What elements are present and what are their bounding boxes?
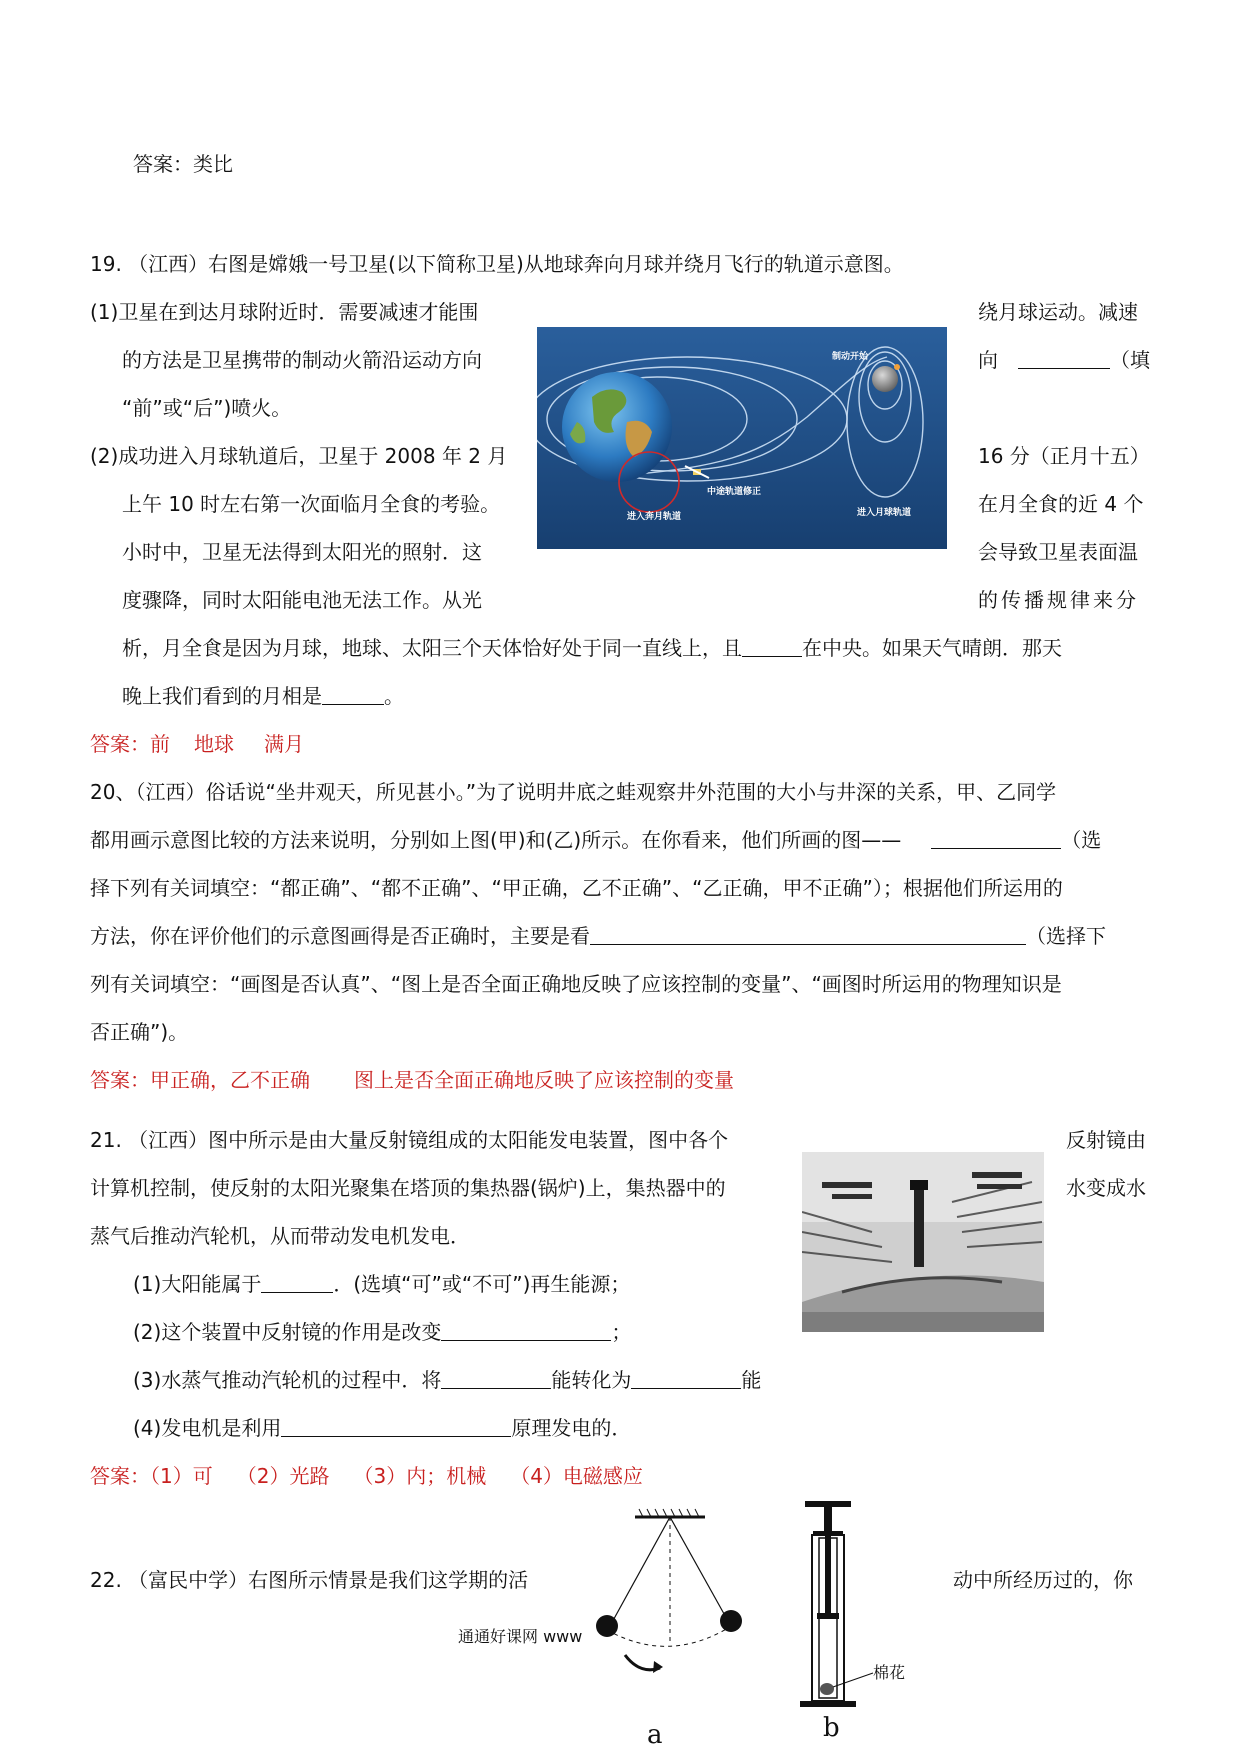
q21-sub-2 bbox=[133, 1319, 631, 1345]
q20-line-3: 择下列有关词填空：“都正确”、“都不正确”、“甲正确，乙不正确”、“乙正确，甲不正确”）；根据他们所运用的 bbox=[90, 876, 1063, 900]
label-enter-transfer-orbit: 进入奔月轨道 bbox=[627, 512, 682, 522]
q20-line-2-a: 都用画示意图比较的方法来说明，分别如上图(甲)和(乙)所示。在你看来，他们所画的图—— bbox=[90, 828, 902, 852]
q21-sub-4-b: 原理发电的． bbox=[511, 1416, 632, 1440]
q19-blank-3[interactable] bbox=[322, 684, 384, 705]
q22-watermark: 通通好课网 www bbox=[458, 1627, 583, 1646]
pendulum-figure bbox=[585, 1505, 765, 1750]
q21-answer bbox=[90, 1463, 643, 1489]
q21-answer-label: 答案： bbox=[90, 1464, 150, 1488]
pendulum-diagram bbox=[585, 1505, 765, 1750]
q20-line-6: 否正确”)。 bbox=[90, 1020, 189, 1044]
cotton-label: 棉花 bbox=[873, 1663, 906, 1682]
q21-sub-4-a: (4)发电机是利用 bbox=[133, 1416, 282, 1440]
q19-line-9-a: 晚上我们看到的月相是 bbox=[122, 684, 322, 708]
q21-answer-3: （3）内；机械 bbox=[353, 1464, 487, 1488]
q19-line-8-b: 在中央。如果天气晴朗．那天 bbox=[802, 636, 1062, 660]
q19-intro: 19. （江西）右图是嫦娥一号卫星(以下简称卫星)从地球奔向月球并绕月飞行的轨道示意图。 bbox=[90, 252, 904, 276]
q21-line-1-left: 21. （江西）图中所示是由大量反射镜组成的太阳能发电装置，图中各个 bbox=[90, 1128, 729, 1152]
q19-line-9-b: 。 bbox=[384, 684, 404, 708]
q21-sub-3 bbox=[133, 1367, 761, 1393]
q19-answer bbox=[90, 731, 304, 757]
q20-answer bbox=[90, 1067, 734, 1093]
q19-line-2-right-a: 向 bbox=[978, 348, 998, 372]
q19-line-2-right bbox=[978, 347, 1150, 373]
q20-answer-1: 甲正确，乙不正确 bbox=[150, 1068, 310, 1092]
fire-syringe-figure bbox=[795, 1493, 925, 1750]
fire-syringe-diagram bbox=[795, 1493, 925, 1750]
q19-line-7-right: 的传播规律来分 bbox=[978, 588, 1139, 612]
q19-line-4-left: (2)成功进入月球轨道后，卫星于 2008 年 2 月 bbox=[90, 444, 508, 468]
q21-sub-1 bbox=[133, 1271, 630, 1297]
q19-answer-1: 前 bbox=[150, 732, 170, 756]
q21-sub-1-a: (1)大阳能属于 bbox=[133, 1272, 262, 1296]
q21-line-2-left: 计算机控制，使反射的太阳光聚集在塔顶的集热器(锅炉)上，集热器中的 bbox=[90, 1176, 726, 1200]
q21-answer-2: （2）光路 bbox=[236, 1464, 330, 1488]
q20-line-4-b: （选择下 bbox=[1026, 924, 1106, 948]
label-enter-lunar-orbit: 进入月球轨道 bbox=[857, 508, 912, 518]
q21-blank-1[interactable] bbox=[261, 1272, 333, 1293]
q19-line-1-right: 绕月球运动。减速 bbox=[978, 300, 1138, 324]
solar-tower-image bbox=[802, 1152, 1044, 1332]
q19-line-7-left: 度骤降，同时太阳能电池无法工作。从光 bbox=[122, 588, 482, 612]
q21-sub-1-b: ．(选填“可”或“不可”)再生能源； bbox=[333, 1272, 631, 1296]
previous-answer: 答案：类比 bbox=[133, 152, 233, 176]
q19-line-3-left: “前”或“后”)喷火。 bbox=[122, 396, 292, 420]
q21-blank-3[interactable] bbox=[441, 1368, 551, 1389]
q21-sub-2-a: (2)这个装置中反射镜的作用是改变 bbox=[133, 1320, 442, 1344]
q21-sub-2-b: ； bbox=[611, 1320, 632, 1344]
q19-answer-2: 地球 bbox=[194, 732, 234, 756]
change-orbit-figure bbox=[537, 327, 947, 549]
q22-line-1-left: 22. （富民中学）右图所示情景是我们这学期的活 bbox=[90, 1568, 529, 1592]
q19-answer-3: 满月 bbox=[264, 732, 304, 756]
q19-line-2-left: 的方法是卫星携带的制动火箭沿运动方向 bbox=[122, 348, 482, 372]
q19-blank-1[interactable] bbox=[1018, 348, 1110, 369]
label-b: b bbox=[823, 1713, 840, 1743]
q21-blank-2[interactable] bbox=[441, 1320, 611, 1341]
q20-line-4 bbox=[90, 923, 1106, 949]
label-mid-course-correction: 中途轨道修正 bbox=[707, 487, 762, 497]
q19-line-6-right: 会导致卫星表面温 bbox=[978, 540, 1138, 564]
q19-line-8 bbox=[122, 635, 1062, 661]
solar-tower-photo bbox=[802, 1152, 1044, 1332]
q19-answer-label: 答案： bbox=[90, 732, 150, 756]
q20-line-5: 列有关词填空：“画图是否认真”、“图上是否全面正确地反映了应该控制的变量”、“画图时所运用的物理知识是 bbox=[90, 972, 1062, 996]
q21-sub-3-a: (3)水蒸气推动汽轮机的过程中．将 bbox=[133, 1368, 442, 1392]
q19-line-5-right: 在月全食的近 4 个 bbox=[978, 492, 1144, 516]
q19-line-6-left: 小时中，卫星无法得到太阳光的照射．这 bbox=[122, 540, 482, 564]
q21-answer-4: （4）电磁感应 bbox=[510, 1464, 643, 1488]
q19-line-9 bbox=[122, 683, 404, 709]
q19-line-8-a: 析，月全食是因为月球，地球、太阳三个天体恰好处于同一直线上，且 bbox=[122, 636, 742, 660]
label-brake-start: 制动开始 bbox=[832, 352, 869, 362]
q21-line-2-right: 水变成水 bbox=[1066, 1176, 1146, 1200]
q19-blank-2[interactable] bbox=[742, 636, 802, 657]
q21-answer-1: （1）可 bbox=[150, 1464, 213, 1488]
q20-blank-1[interactable] bbox=[931, 828, 1061, 849]
q20-line-4-a: 方法，你在评价他们的示意图画得是否正确时，主要是看 bbox=[90, 924, 590, 948]
q21-sub-3-b: 能转化为 bbox=[551, 1368, 632, 1392]
q19-line-2-right-b: （填 bbox=[1110, 348, 1150, 372]
q22-line-1-right: 动中所经历过的，你 bbox=[953, 1568, 1133, 1592]
q20-answer-2: 图上是否全面正确地反映了应该控制的变量 bbox=[354, 1068, 734, 1092]
q21-line-3-left: 蒸气后推动汽轮机，从而带动发电机发电． bbox=[90, 1224, 470, 1248]
q20-blank-2[interactable] bbox=[590, 924, 1026, 945]
q21-sub-4 bbox=[133, 1415, 631, 1441]
q20-line-2 bbox=[90, 827, 1101, 853]
q19-line-5-left: 上午 10 时左右第一次面临月全食的考验。 bbox=[122, 492, 501, 516]
q21-sub-3-c: 能 bbox=[741, 1368, 762, 1392]
q20-line-1: 20、（江西）俗话说“坐井观天，所见甚小。”为了说明井底之蛙观察井外范围的大小与井深的关系，甲、乙同学 bbox=[90, 780, 1057, 804]
q20-answer-label: 答案： bbox=[90, 1068, 150, 1092]
q19-line-1-left: (1)卫星在到达月球附近时．需要减速才能围 bbox=[90, 300, 479, 324]
q20-line-2-b: （选 bbox=[1061, 828, 1102, 852]
q19-line-4-right: 16 分（正月十五） bbox=[978, 444, 1150, 468]
q21-blank-4[interactable] bbox=[631, 1368, 741, 1389]
q21-blank-5[interactable] bbox=[281, 1416, 511, 1437]
q21-line-1-right: 反射镜由 bbox=[1066, 1128, 1146, 1152]
label-a: a bbox=[647, 1720, 663, 1750]
